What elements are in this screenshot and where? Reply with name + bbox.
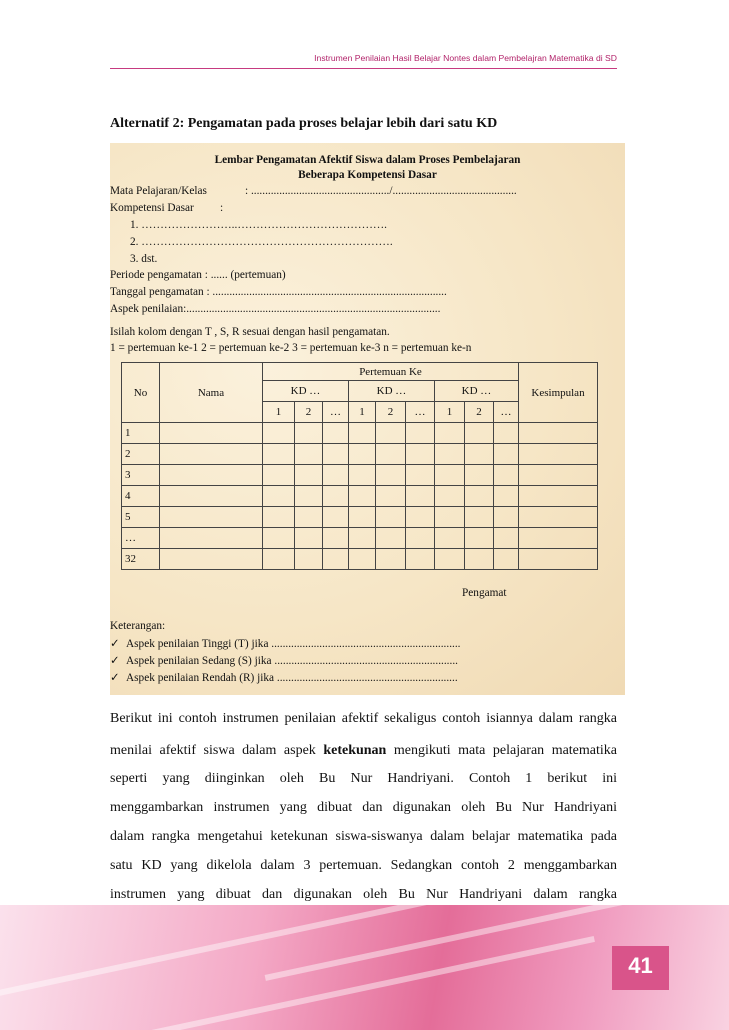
table-row <box>122 528 598 549</box>
header-rule <box>110 68 617 69</box>
form-title-line2: Beberapa Kompetensi Dasar <box>298 169 437 181</box>
note-item: ✓ Aspek penilaian Rendah (R) jika ................................................................ <box>110 672 458 684</box>
kd-item: 2. …………………………………………………………. <box>130 236 393 248</box>
row-number: … <box>122 528 160 549</box>
body-line: satu KD yang dikelola dalam 3 pertemuan. Sedangkan contoh 2 menggambarkan <box>110 858 617 873</box>
page-number: 41 <box>628 953 653 978</box>
header-meeting: Pertemuan Ke <box>263 363 519 381</box>
table-row <box>122 444 598 465</box>
header-name: Nama <box>160 363 263 423</box>
body-line: seperti yang diinginkan oleh Bu Nur Handriyani. Contoh 1 berikut ini <box>110 771 617 786</box>
body-line: dalam rangka mengetahui ketekunan siswa-siswanya dalam belajar matematika pada <box>110 829 617 844</box>
subject-value: : ................................................./............................................ <box>245 185 517 197</box>
date-line: Tanggal pengamatan : ................................................................................... <box>110 286 447 298</box>
header-meeting-num: 1 <box>435 402 465 423</box>
row-number: 32 <box>122 549 160 570</box>
body-line: menggambarkan instrumen yang dibuat dan digunakan oleh Bu Nur Handriyani <box>110 800 617 815</box>
notes-title: Keterangan: <box>110 620 166 632</box>
meeting-legend: 1 = pertemuan ke-1 2 = pertemuan ke-2 3 = pertemuan ke-3 n = pertemuan ke-n <box>110 342 472 354</box>
section-title: Alternatif 2: Pengamatan pada proses belajar lebih dari satu KD <box>110 116 498 131</box>
check-icon: ✓ <box>110 638 120 650</box>
aspect-line: Aspek penilaian:.......................................................................................... <box>110 303 441 315</box>
table-row <box>122 549 598 570</box>
header-meeting-num: 1 <box>263 402 295 423</box>
emphasis-ketekunan: ketekunan <box>323 743 387 758</box>
header-meeting-num: 1 <box>349 402 376 423</box>
header-kd-group: KD … <box>349 381 435 402</box>
header-kd-group: KD … <box>435 381 519 402</box>
subject-label: Mata Pelajaran/Kelas <box>110 185 207 197</box>
row-number: 4 <box>122 486 160 507</box>
body-line: Berikut ini contoh instrumen penilaian afektif sekaligus contoh isiannya dalam rangka <box>110 711 617 726</box>
instruction-line: Isilah kolom dengan T , S, R sesuai dengan hasil pengamatan. <box>110 326 390 338</box>
header-meeting-num: … <box>406 402 435 423</box>
header-conclusion: Kesimpulan <box>519 363 598 423</box>
observation-table <box>121 362 598 570</box>
header-meeting-num: … <box>494 402 519 423</box>
header-meeting-num: 2 <box>295 402 323 423</box>
row-number: 1 <box>122 423 160 444</box>
body-line: menilai afektif siswa dalam aspek ketekunan mengikuti mata pelajaran matematika <box>110 743 617 758</box>
check-icon: ✓ <box>110 655 120 667</box>
note-item: ✓ Aspek penilaian Sedang (S) jika ................................................................. <box>110 655 458 667</box>
kd-item: 3. dst. <box>130 253 158 265</box>
table-row <box>122 486 598 507</box>
header-no: No <box>122 363 160 423</box>
row-number: 2 <box>122 444 160 465</box>
note-item: ✓ Aspek penilaian Tinggi (T) jika ................................................................... <box>110 638 461 650</box>
table-row <box>122 465 598 486</box>
observer-label: Pengamat <box>462 587 507 599</box>
header-kd-group: KD … <box>263 381 349 402</box>
kd-colon: : <box>220 202 224 214</box>
row-number: 3 <box>122 465 160 486</box>
form-title-line1: Lembar Pengamatan Afektif Siswa dalam Proses Pembelajaran <box>214 154 521 166</box>
body-line: instrumen yang dibuat dan digunakan oleh Bu Nur Handriyani dalam rangka <box>110 887 617 902</box>
table-row <box>122 507 598 528</box>
header-meeting-num: 2 <box>376 402 406 423</box>
period-line: Periode pengamatan : ...... (pertemuan) <box>110 269 286 281</box>
running-header: Instrumen Penilaian Hasil Belajar Nontes dalam Pembelajran Matematika di SD <box>314 53 617 63</box>
kd-label: Kompetensi Dasar <box>110 202 194 214</box>
header-meeting-num: … <box>323 402 349 423</box>
kd-item: 1. ……………………..…………………………………. <box>130 219 388 231</box>
check-icon: ✓ <box>110 672 120 684</box>
table-row <box>122 423 598 444</box>
row-number: 5 <box>122 507 160 528</box>
header-meeting-num: 2 <box>465 402 494 423</box>
